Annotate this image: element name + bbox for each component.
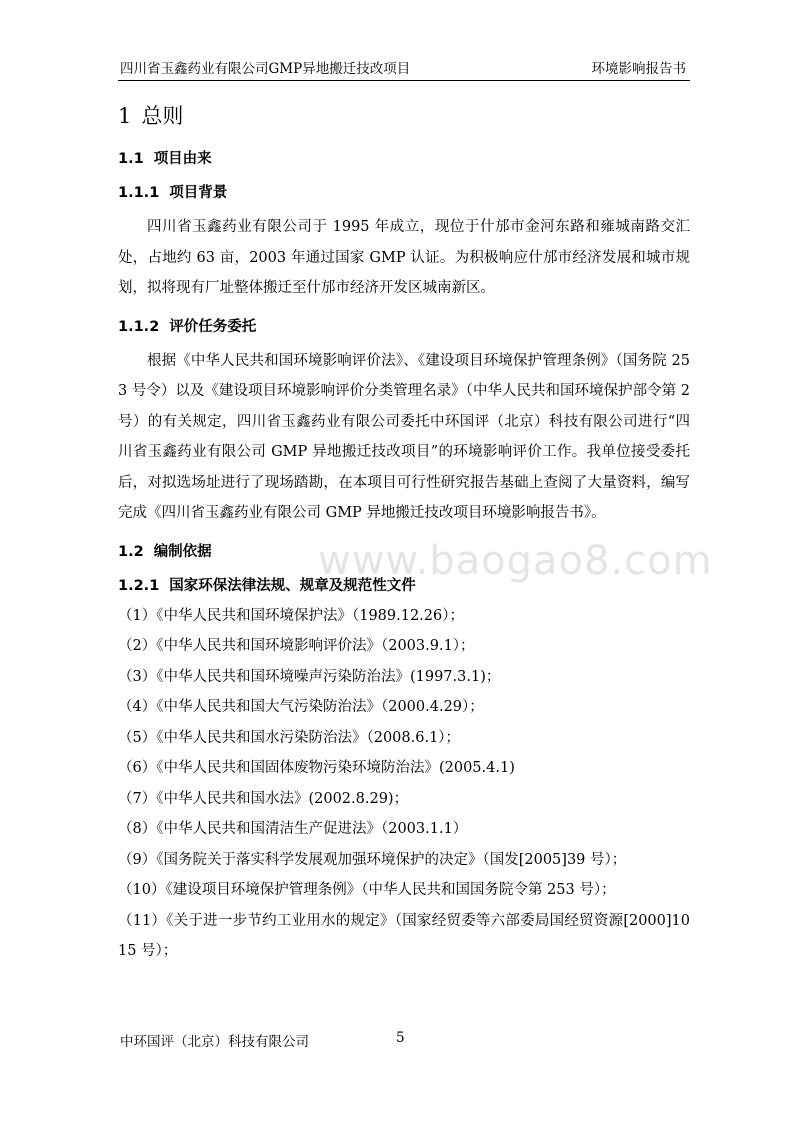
list-item: （1）《中华人民共和国环境保护法》（1989.12.26）；	[118, 607, 464, 624]
section-number: 1.1	[118, 151, 144, 167]
subsection-number: 1.1.2	[118, 318, 160, 335]
subsection-heading-1-1-2	[118, 316, 690, 338]
assessment-commission-paragraph: 根据《中华人民共和国环境影响评价法》、《建设项目环境保护管理条例》（国务院 253 号令）以及《建设项目环境影响评价分类管理名录》（中华人民共和国环境保护部令第 2 号）的有关规定，四川省玉鑫药业有限公司委托中环国评（北京）科技有限公司进行“四川省玉鑫药业有限公司 GMP 异地搬迁技改项目”的环境影响评价工作。我单位接受委托后，对拟选场址进行了现场踏勘，在本项目可行性研究报告基础上查阅了大量资料，编写完成《四川省玉鑫药业有限公司 GMP 异地搬迁技改项目环境影响报告书》。	[118, 352, 690, 521]
footer-organization: 中环国评（北京）科技有限公司	[120, 1034, 309, 1050]
header-doc-type: 环境影响报告书	[591, 61, 686, 77]
watermark: www.baogao8.com	[318, 538, 713, 584]
list-item: （9）《国务院关于落实科学发展观加强环境保护的决定》（国发[2005]39 号）；	[118, 851, 627, 868]
subsection-heading-1-1-1	[118, 182, 690, 204]
page-header	[118, 56, 690, 81]
list-item: （11）《关于进一步节约工业用水的规定》（国家经贸委等六部委局国经贸资源[2000]1015 号）；	[118, 912, 690, 959]
list-item: （10）《建设项目环境保护管理条例》（中华人民共和国国务院令第 253 号）；	[118, 882, 616, 898]
section-title: 编制依据	[153, 543, 212, 560]
list-item: （3）《中华人民共和国环境噪声污染防治法》(1997.3.1)；	[118, 668, 501, 685]
page-number: 5	[396, 1030, 405, 1046]
chapter-number: 1	[118, 104, 132, 128]
list-item: （4）《中华人民共和国大气污染防治法》（2000.4.29）；	[118, 699, 484, 715]
section-heading-1-1	[118, 148, 690, 170]
list-item: （2）《中华人民共和国环境影响评价法》（2003.9.1）；	[118, 638, 475, 654]
subsection-title: 国家环保法律法规、规章及规范性文件	[169, 577, 416, 594]
subsection-heading-1-2-1	[118, 575, 690, 597]
chapter-heading	[118, 96, 690, 136]
header-project-title: 四川省玉鑫药业有限公司GMP异地搬迁技改项目	[120, 61, 411, 77]
page-content	[118, 88, 690, 967]
subsection-number: 1.1.1	[118, 185, 160, 201]
project-background-paragraph: 四川省玉鑫药业有限公司于 1995 年成立，现位于什邡市金河东路和雍城南路交汇处，占地约 63 亩，2003 年通过国家 GMP 认证。为积极响应什邡市经济发展和城市规划，拟将现有厂址整体搬迁至什邡市经济开发区城南新区。	[118, 219, 690, 296]
page-footer	[118, 1030, 690, 1054]
section-heading-1-2	[118, 541, 690, 563]
list-item: （8）《中华人民共和国清洁生产促进法》（2003.1.1）	[118, 821, 468, 837]
section-number: 1.2	[118, 543, 144, 560]
section-title: 项目由来	[153, 151, 212, 167]
subsection-title: 评价任务委托	[169, 318, 257, 335]
subsection-number: 1.2.1	[118, 577, 160, 594]
subsection-title: 项目背景	[169, 185, 228, 201]
list-item: （7）《中华人民共和国水法》(2002.8.29)；	[118, 790, 409, 807]
list-item: （6）《中华人民共和国固体废物污染环境防治法》(2005.4.1)	[118, 760, 515, 776]
list-item: （5）《中华人民共和国水污染防治法》（2008.6.1）；	[118, 729, 461, 746]
regulations-list	[118, 601, 690, 967]
chapter-title: 总则	[141, 104, 184, 128]
